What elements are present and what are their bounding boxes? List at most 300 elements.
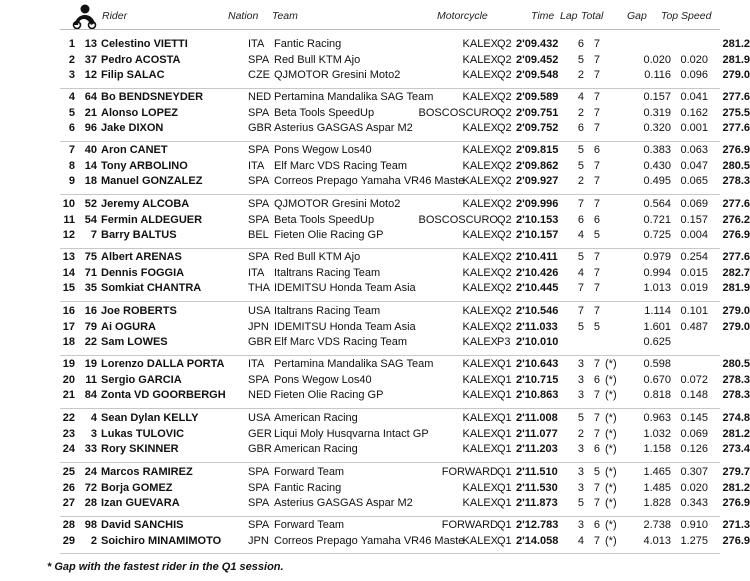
cell-num: 84 <box>84 389 97 401</box>
cell-rider: Ai OGURA <box>101 320 156 333</box>
cell-speed: 277.6 <box>722 251 750 263</box>
cell-pos: 29 <box>62 534 75 547</box>
table-row <box>60 266 750 282</box>
cell-star: (*) <box>605 443 617 455</box>
cell-lap: 5 <box>577 320 584 333</box>
cell-gap2: 0.072 <box>680 373 708 386</box>
table-row <box>60 250 750 266</box>
cell-gap2: 1.275 <box>680 534 708 547</box>
rider-group <box>60 89 750 142</box>
cell-gap: 0.320 <box>643 122 671 134</box>
cell-num: 22 <box>84 336 97 348</box>
header-divider <box>60 29 720 30</box>
cell-time: 2'10.157 <box>516 229 559 241</box>
cell-num: 79 <box>84 320 97 333</box>
cell-sess: Q2 <box>497 213 512 226</box>
cell-pos: 8 <box>68 159 75 172</box>
header-top-speed: Top Speed <box>661 10 712 22</box>
cell-pos: 22 <box>62 412 75 424</box>
cell-sess: Q1 <box>497 466 512 478</box>
cell-lap: 4 <box>577 229 584 241</box>
cell-moto: BOSCOSCURO <box>418 213 498 226</box>
cell-rider: Albert ARENAS <box>101 251 182 263</box>
table-header <box>0 0 750 30</box>
cell-lap: 5 <box>577 53 584 66</box>
table-row <box>60 197 750 213</box>
cell-lap: 2 <box>577 69 584 81</box>
cell-sess: Q2 <box>497 53 512 66</box>
cell-rider: Jeremy ALCOBA <box>101 198 190 210</box>
cell-team: Fieten Olie Racing GP <box>274 389 384 401</box>
cell-moto: KALEX <box>462 443 498 455</box>
cell-total: 7 <box>593 69 600 81</box>
cell-lap: 3 <box>577 519 584 531</box>
cell-total: 5 <box>593 466 600 478</box>
cell-num: 21 <box>84 106 97 119</box>
cell-pos: 13 <box>62 251 75 263</box>
cell-pos: 1 <box>68 38 75 50</box>
cell-moto: KALEX <box>462 53 498 66</box>
cell-total: 7 <box>593 53 600 66</box>
cell-time: 2'10.010 <box>516 336 559 348</box>
cell-lap: 3 <box>577 389 584 401</box>
cell-time: 2'10.445 <box>516 282 559 294</box>
cell-gap: 1.158 <box>643 443 671 455</box>
cell-nation: SPA <box>248 144 270 156</box>
cell-nation: ITA <box>248 266 265 279</box>
cell-gap2: 0.047 <box>680 159 708 172</box>
rider-group <box>60 464 750 517</box>
cell-rider: Fermin ALDEGUER <box>101 213 203 226</box>
cell-pos: 27 <box>62 497 75 509</box>
cell-total: 7 <box>593 159 600 172</box>
cell-sess: Q2 <box>497 91 512 103</box>
cell-num: 14 <box>84 159 97 172</box>
cell-lap: 2 <box>577 175 584 187</box>
cell-total: 6 <box>593 373 600 386</box>
cell-sess: Q1 <box>497 412 512 424</box>
cell-pos: 24 <box>62 443 75 455</box>
cell-gap: 0.020 <box>643 53 671 66</box>
cell-lap: 5 <box>577 497 584 509</box>
cell-nation: GER <box>248 427 272 440</box>
cell-pos: 21 <box>62 389 75 401</box>
cell-nation: SPA <box>248 373 270 386</box>
cell-gap: 0.157 <box>643 91 671 103</box>
cell-total: 5 <box>593 320 600 333</box>
cell-num: 4 <box>90 412 97 424</box>
cell-star: (*) <box>605 412 617 424</box>
cell-sess: Q1 <box>497 427 512 440</box>
cell-lap: 2 <box>577 106 584 119</box>
cell-gap: 0.430 <box>643 159 671 172</box>
cell-team: IDEMITSU Honda Team Asia <box>274 282 416 294</box>
cell-nation: JPN <box>248 534 269 547</box>
cell-nation: JPN <box>248 320 269 333</box>
cell-sess: Q2 <box>497 122 512 134</box>
cell-sess: Q2 <box>497 69 512 81</box>
table-row <box>60 53 750 69</box>
cell-moto: FORWARD <box>441 519 498 531</box>
cell-gap: 0.625 <box>643 336 671 348</box>
cell-total: 7 <box>593 198 600 210</box>
cell-gap2: 0.020 <box>680 53 708 66</box>
cell-speed: 278.3 <box>722 389 750 401</box>
header-nation: Nation <box>228 10 259 22</box>
cell-rider: Soichiro MINAMIMOTO <box>101 534 222 547</box>
cell-sess: Q1 <box>497 389 512 401</box>
header-motorcycle: Motorcycle <box>437 10 488 22</box>
cell-rider: Pedro ACOSTA <box>101 53 181 66</box>
cell-gap: 1.013 <box>643 282 671 294</box>
table-row <box>60 37 750 53</box>
cell-pos: 4 <box>68 91 75 103</box>
cell-rider: Celestino VIETTI <box>101 38 188 50</box>
cell-rider: Rory SKINNER <box>101 443 179 455</box>
cell-team: Forward Team <box>274 466 345 478</box>
cell-nation: BEL <box>248 229 269 241</box>
cell-time: 2'11.510 <box>516 466 558 478</box>
cell-pos: 9 <box>68 175 75 187</box>
cell-time: 2'09.432 <box>516 38 559 50</box>
cell-pos: 11 <box>63 213 75 226</box>
cell-sess: Q2 <box>497 305 512 317</box>
cell-time: 2'09.862 <box>516 159 559 172</box>
cell-team: QJMOTOR Gresini Moto2 <box>274 69 401 81</box>
cell-num: 72 <box>84 481 97 494</box>
cell-speed: 278.3 <box>722 175 750 187</box>
cell-num: 11 <box>85 373 97 386</box>
cell-team: Pertamina Mandalika SAG Team <box>274 358 434 370</box>
cell-speed: 281.9 <box>722 282 750 294</box>
rider-group <box>60 303 750 356</box>
cell-sess: Q1 <box>497 481 512 494</box>
cell-num: 2 <box>90 534 97 547</box>
cell-pos: 28 <box>62 519 75 531</box>
cell-gap2: 0.065 <box>680 175 708 187</box>
table-row <box>60 174 750 190</box>
cell-total: 7 <box>593 266 600 279</box>
cell-gap: 0.598 <box>643 358 671 370</box>
cell-total: 7 <box>593 358 600 370</box>
cell-lap: 5 <box>577 412 584 424</box>
cell-rider: Lorenzo DALLA PORTA <box>101 358 225 370</box>
cell-total: 7 <box>593 175 600 187</box>
cell-team: Correos Prepago Yamaha VR46 Maste <box>274 175 465 187</box>
cell-speed: 276.2 <box>722 213 750 226</box>
cell-gap2: 0.041 <box>680 91 708 103</box>
cell-sess: P3 <box>497 336 511 348</box>
cell-team: Forward Team <box>274 519 345 531</box>
table-row <box>60 411 750 427</box>
table-row <box>60 320 750 336</box>
cell-nation: NED <box>248 389 272 401</box>
rider-group <box>60 356 750 409</box>
cell-star: (*) <box>605 427 617 440</box>
cell-sess: Q2 <box>497 144 512 156</box>
cell-gap: 0.319 <box>643 106 671 119</box>
cell-sess: Q2 <box>497 175 512 187</box>
cell-pos: 18 <box>62 336 75 348</box>
cell-num: 96 <box>84 122 97 134</box>
cell-num: 28 <box>84 497 97 509</box>
cell-num: 52 <box>84 198 97 210</box>
cell-num: 12 <box>84 69 97 81</box>
cell-star: (*) <box>605 358 617 370</box>
cell-pos: 19 <box>62 358 75 370</box>
cell-nation: NED <box>248 91 272 103</box>
cell-lap: 6 <box>577 213 584 226</box>
header-gap: Gap <box>627 10 647 22</box>
cell-rider: Sam LOWES <box>101 336 168 348</box>
cell-total: 7 <box>593 282 600 294</box>
cell-team: Correos Prepago Yamaha VR46 Maste <box>274 534 465 547</box>
cell-moto: BOSCOSCURO <box>418 106 498 119</box>
cell-rider: Alonso LOPEZ <box>101 106 178 119</box>
table-row <box>60 373 750 389</box>
cell-gap2: 0.162 <box>680 106 708 119</box>
cell-time: 2'09.815 <box>516 144 559 156</box>
cell-time: 2'11.530 <box>516 481 558 494</box>
cell-sess: Q1 <box>497 497 512 509</box>
cell-rider: Izan GUEVARA <box>101 497 180 509</box>
cell-team: Red Bull KTM Ajo <box>274 53 361 66</box>
cell-moto: KALEX <box>462 497 498 509</box>
cell-rider: David SANCHIS <box>101 519 184 531</box>
cell-gap: 0.979 <box>643 251 671 263</box>
cell-pos: 2 <box>68 53 75 66</box>
cell-nation: SPA <box>248 213 270 226</box>
cell-num: 3 <box>90 427 97 440</box>
cell-num: 37 <box>84 53 97 66</box>
cell-moto: KALEX <box>462 389 498 401</box>
cell-num: 98 <box>84 519 97 531</box>
cell-moto: KALEX <box>462 122 498 134</box>
cell-nation: GBR <box>248 443 272 455</box>
cell-speed: 281.2 <box>722 38 750 50</box>
cell-lap: 2 <box>577 427 584 440</box>
cell-moto: KALEX <box>462 320 498 333</box>
cell-nation: SPA <box>248 466 270 478</box>
cell-sess: Q2 <box>497 282 512 294</box>
cell-team: Liqui Moly Husqvarna Intact GP <box>274 427 429 440</box>
cell-team: Beta Tools SpeedUp <box>274 213 375 226</box>
cell-gap: 1.032 <box>643 427 671 440</box>
cell-team: Pons Wegow Los40 <box>274 144 372 156</box>
cell-sess: Q1 <box>497 373 512 386</box>
cell-pos: 6 <box>68 122 75 134</box>
cell-pos: 7 <box>68 144 75 156</box>
cell-team: Pons Wegow Los40 <box>274 373 372 386</box>
cell-team: Elf Marc VDS Racing Team <box>274 336 408 348</box>
cell-rider: Lukas TULOVIC <box>101 427 185 440</box>
rider-group <box>60 36 750 89</box>
table-row <box>60 496 750 512</box>
cell-gap2: 0.019 <box>680 282 708 294</box>
cell-num: 64 <box>84 91 97 103</box>
cell-lap: 7 <box>577 198 584 210</box>
table-row <box>60 442 750 458</box>
cell-pos: 20 <box>62 373 75 386</box>
cell-speed: 280.5 <box>722 159 750 172</box>
table-row <box>60 518 750 534</box>
cell-time: 2'10.411 <box>516 251 558 263</box>
table-row <box>60 90 750 106</box>
cell-star: (*) <box>605 481 617 494</box>
cell-star: (*) <box>605 389 617 401</box>
cell-team: American Racing <box>274 412 358 424</box>
table-row <box>60 159 750 175</box>
cell-gap: 0.818 <box>643 389 671 401</box>
cell-gap2: 0.157 <box>680 213 708 226</box>
cell-total: 7 <box>593 481 600 494</box>
cell-nation: THA <box>248 282 270 294</box>
cell-num: 16 <box>84 305 97 317</box>
cell-time: 2'14.058 <box>516 534 559 547</box>
cell-time: 2'11.873 <box>516 497 558 509</box>
cell-speed: 273.4 <box>722 443 750 455</box>
cell-gap2: 0.101 <box>680 305 708 317</box>
header-team: Team <box>272 10 298 22</box>
cell-moto: KALEX <box>462 358 498 370</box>
rider-group <box>60 249 750 302</box>
cell-moto: KALEX <box>462 91 498 103</box>
cell-nation: SPA <box>248 53 270 66</box>
cell-team: Asterius GASGAS Aspar M2 <box>274 497 413 509</box>
table-row <box>60 465 750 481</box>
table-row <box>60 304 750 320</box>
cell-total: 7 <box>593 412 600 424</box>
cell-total: 5 <box>593 229 600 241</box>
cell-time: 2'12.783 <box>516 519 559 531</box>
cell-team: Fantic Racing <box>274 481 342 494</box>
cell-gap2: 0.069 <box>680 198 708 210</box>
cell-gap: 1.828 <box>643 497 671 509</box>
cell-gap2: 0.148 <box>680 389 708 401</box>
cell-sess: Q2 <box>497 229 512 241</box>
cell-time: 2'09.589 <box>516 91 559 103</box>
cell-rider: Dennis FOGGIA <box>101 266 185 279</box>
cell-nation: SPA <box>248 175 270 187</box>
cell-gap2: 0.001 <box>680 122 708 134</box>
cell-speed: 279.7 <box>722 466 750 478</box>
table-row <box>60 228 750 244</box>
cell-pos: 5 <box>68 106 75 119</box>
rider-group <box>60 142 750 195</box>
cell-time: 2'09.996 <box>516 198 559 210</box>
cell-pos: 14 <box>62 266 75 279</box>
cell-time: 2'11.203 <box>516 443 558 455</box>
cell-team: Fieten Olie Racing GP <box>274 229 384 241</box>
cell-team: Italtrans Racing Team <box>274 266 381 279</box>
cell-lap: 7 <box>577 305 584 317</box>
cell-gap2: 0.307 <box>680 466 708 478</box>
cell-total: 7 <box>593 497 600 509</box>
cell-gap: 1.485 <box>643 481 671 494</box>
table-row <box>60 106 750 122</box>
cell-moto: KALEX <box>462 373 498 386</box>
cell-total: 7 <box>593 305 600 317</box>
cell-total: 7 <box>593 122 600 134</box>
table-row <box>60 481 750 497</box>
cell-sess: Q1 <box>497 443 512 455</box>
header-lap: Lap <box>560 10 578 22</box>
cell-total: 6 <box>593 144 600 156</box>
cell-num: 75 <box>84 251 97 263</box>
cell-nation: ITA <box>248 358 265 370</box>
cell-nation: SPA <box>248 106 270 119</box>
cell-gap2: 0.487 <box>680 320 708 333</box>
table-row <box>60 213 750 229</box>
cell-nation: SPA <box>248 198 270 210</box>
cell-speed: 277.6 <box>722 91 750 103</box>
table-row <box>60 143 750 159</box>
cell-moto: KALEX <box>462 266 498 279</box>
cell-gap: 2.738 <box>643 519 671 531</box>
cell-team: Italtrans Racing Team <box>274 305 381 317</box>
cell-speed: 276.9 <box>722 144 750 156</box>
table-row <box>60 121 750 137</box>
cell-gap: 0.383 <box>643 144 671 156</box>
cell-sess: Q2 <box>497 159 512 172</box>
cell-team: IDEMITSU Honda Team Asia <box>274 320 416 333</box>
cell-moto: KALEX <box>462 251 498 263</box>
cell-num: 19 <box>84 358 97 370</box>
cell-rider: Filip SALAC <box>101 69 165 81</box>
cell-lap: 5 <box>577 144 584 156</box>
cell-moto: KALEX <box>462 481 498 494</box>
cell-time: 2'09.548 <box>516 69 559 81</box>
cell-moto: KALEX <box>462 144 498 156</box>
table-row <box>60 335 720 351</box>
cell-num: 24 <box>84 466 97 478</box>
cell-speed: 282.7 <box>722 266 750 279</box>
cell-pos: 10 <box>62 198 75 210</box>
cell-speed: 281.9 <box>722 53 750 66</box>
header-rider: Rider <box>102 10 128 22</box>
cell-lap: 3 <box>577 358 584 370</box>
cell-total: 7 <box>593 251 600 263</box>
cell-speed: 277.6 <box>722 122 750 134</box>
footnote: * Gap with the fastest rider in the Q1 session. <box>47 561 284 573</box>
cell-gap2: 0.004 <box>680 229 708 241</box>
cell-pos: 16 <box>62 305 75 317</box>
cell-gap2: 0.343 <box>680 497 708 509</box>
cell-gap2: 0.126 <box>680 443 708 455</box>
cell-speed: 275.5 <box>722 106 750 119</box>
cell-rider: Jake DIXON <box>101 122 164 134</box>
cell-nation: USA <box>248 305 271 317</box>
cell-total: 6 <box>593 519 600 531</box>
cell-team: Fantic Racing <box>274 38 342 50</box>
cell-gap2: 0.015 <box>680 266 708 279</box>
cell-moto: KALEX <box>462 282 498 294</box>
cell-sess: Q1 <box>497 358 512 370</box>
cell-sess: Q2 <box>497 198 512 210</box>
cell-total: 7 <box>593 106 600 119</box>
cell-nation: ITA <box>248 38 265 50</box>
cell-pos: 15 <box>62 282 75 294</box>
cell-num: 33 <box>84 443 97 455</box>
cell-lap: 3 <box>577 373 584 386</box>
cell-lap: 3 <box>577 443 584 455</box>
cell-time: 2'10.643 <box>516 358 559 370</box>
cell-num: 40 <box>84 144 97 156</box>
motorcycle-rider-icon <box>68 3 98 29</box>
cell-speed: 276.9 <box>722 229 750 241</box>
cell-nation: GBR <box>248 336 272 348</box>
table-row <box>60 357 750 373</box>
